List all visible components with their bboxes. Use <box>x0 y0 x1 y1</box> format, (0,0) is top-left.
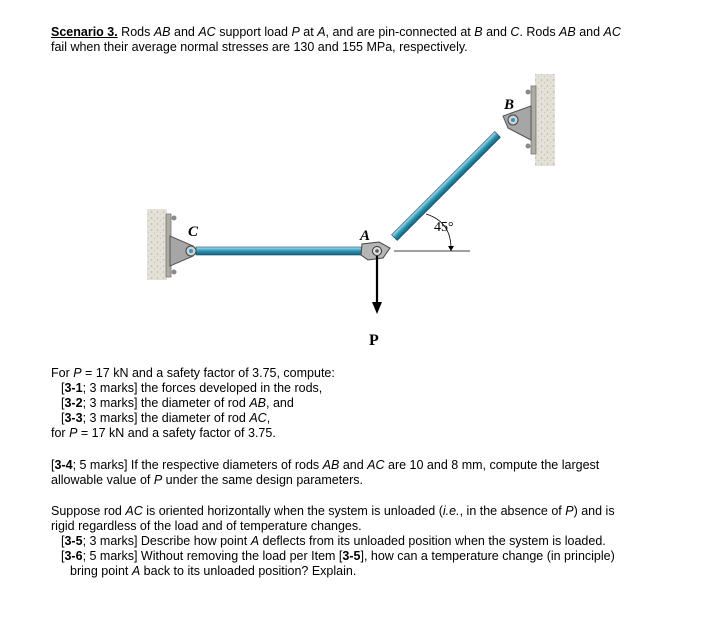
scenario-label: Scenario 3. <box>51 25 118 39</box>
label-a: A <box>360 228 371 244</box>
item-tag: 3-3 <box>64 411 83 425</box>
text-run: and <box>482 25 511 39</box>
text-run: at <box>299 25 318 39</box>
text-run: = 17 kN and a safety factor of 3.75, compute: <box>81 366 335 380</box>
item-3-2: [3-2; 3 marks] the diameter of rod AB, and <box>61 396 294 410</box>
text-run: are 10 and 8 mm, compute the largest <box>384 458 600 472</box>
item-tag: 3-6 <box>64 549 83 563</box>
text-run: ) and is <box>573 504 615 518</box>
text-run: deflects from its unloaded position when the system is loaded. <box>259 534 606 548</box>
text-run: and <box>170 25 199 39</box>
text-run: support load <box>215 25 292 39</box>
item-3-5: [3-5; 3 marks] Describe how point A deflects from its unloaded position when the system is loaded. <box>61 534 606 548</box>
item-tag: 3-5 <box>64 534 83 548</box>
angle-label: 45° <box>434 220 454 235</box>
text-run: for <box>51 426 70 440</box>
text-run: back to its unloaded position? Explain. <box>140 564 357 578</box>
text-run: = 17 kN and a safety factor of 3.75. <box>77 426 276 440</box>
item-3-4-line1: [3-4; 5 marks] If the respective diameters of rods AB and AC are 10 and 8 mm, compute the largest <box>51 458 600 472</box>
rod-ac-ref: AC <box>367 458 385 472</box>
block1-outro <box>51 426 276 441</box>
item-3-4-line2 <box>51 473 363 488</box>
ie-ref: i.e. <box>442 504 460 518</box>
text-run: Suppose rod <box>51 504 126 518</box>
text-run: under the same design parameters. <box>162 473 364 487</box>
text-run: ], how can a temperature change (in principle) <box>360 549 615 563</box>
block3-line2: rigid regardless of the load and of temperature changes. <box>51 519 362 533</box>
item-ref: 3-5 <box>342 549 361 563</box>
text-run: and <box>575 25 604 39</box>
scenario-heading-line2: fail when their average normal stresses are 130 and 155 MPa, respectively. <box>51 40 468 54</box>
text-run: , in the absence of <box>459 504 566 518</box>
rod-ac-ref: AC <box>603 25 621 39</box>
label-p: P <box>369 332 379 349</box>
rod-ab-ref: AB <box>249 396 266 410</box>
item-3-3: [3-3; 3 marks] the diameter of rod AC, <box>61 411 271 425</box>
rod-ab-ref: AB <box>322 458 340 472</box>
text-run: ; 3 marks] Describe how point <box>82 534 251 548</box>
text-run: , and are pin-connected at <box>325 25 475 39</box>
item-3-6-line2 <box>70 564 356 579</box>
bracket-c <box>170 236 196 266</box>
rod-ac <box>196 247 362 255</box>
text-run: ; 5 marks] If the respective diameters of rods <box>72 458 323 472</box>
text-run: bring point <box>70 564 132 578</box>
point-a-ref: A <box>131 564 141 578</box>
item-3-6-line1: [3-6; 5 marks] Without removing the load per Item [3-5], how can a temperature change (in principle) <box>61 549 615 563</box>
text-run: and <box>339 458 368 472</box>
item-3-1: [3-1; 3 marks] the forces developed in the rods, <box>61 381 323 395</box>
point-a-ref: A <box>250 534 260 548</box>
block3-line1 <box>51 504 615 519</box>
load-ref: P <box>565 504 574 518</box>
point-b-ref: B <box>474 25 483 39</box>
load-ref: P <box>73 366 82 380</box>
text-run: ; 3 marks] the diameter of rod <box>82 411 250 425</box>
point-c-ref: C <box>510 25 520 39</box>
text-run: , <box>266 411 271 425</box>
rod-ac-ref: AC <box>125 504 143 518</box>
load-ref: P <box>291 25 300 39</box>
text-run: allowable value of <box>51 473 154 487</box>
text-run: . Rods <box>519 25 560 39</box>
rod-ab-ref: AB <box>559 25 576 39</box>
rod-ab-ref: AB <box>153 25 171 39</box>
item-tag: 3-1 <box>64 381 83 395</box>
item-tag: 3-2 <box>64 396 83 410</box>
text-run: ; 5 marks] Without removing the load per Item [ <box>82 549 343 563</box>
load-arrow <box>372 256 382 314</box>
text-run: is oriented horizontally when the system is unloaded ( <box>142 504 443 518</box>
item-tag: 3-4 <box>54 458 73 472</box>
text-run: , and <box>266 396 294 410</box>
label-b: B <box>504 97 515 113</box>
text-run: Rods <box>117 25 154 39</box>
text-run: For <box>51 366 74 380</box>
load-ref: P <box>153 473 163 487</box>
block1-intro <box>51 366 335 381</box>
rod-ac-ref: AC <box>198 25 216 39</box>
point-a-ref: A <box>317 25 326 39</box>
label-c: C <box>188 224 199 240</box>
joint-a <box>361 242 390 260</box>
angle-arrowhead <box>448 246 454 251</box>
load-ref: P <box>69 426 78 440</box>
text-run: ; 3 marks] the diameter of rod <box>82 396 250 410</box>
text-run: ; 3 marks] the forces developed in the rods, <box>82 381 323 395</box>
rod-ac-ref: AC <box>249 411 267 425</box>
